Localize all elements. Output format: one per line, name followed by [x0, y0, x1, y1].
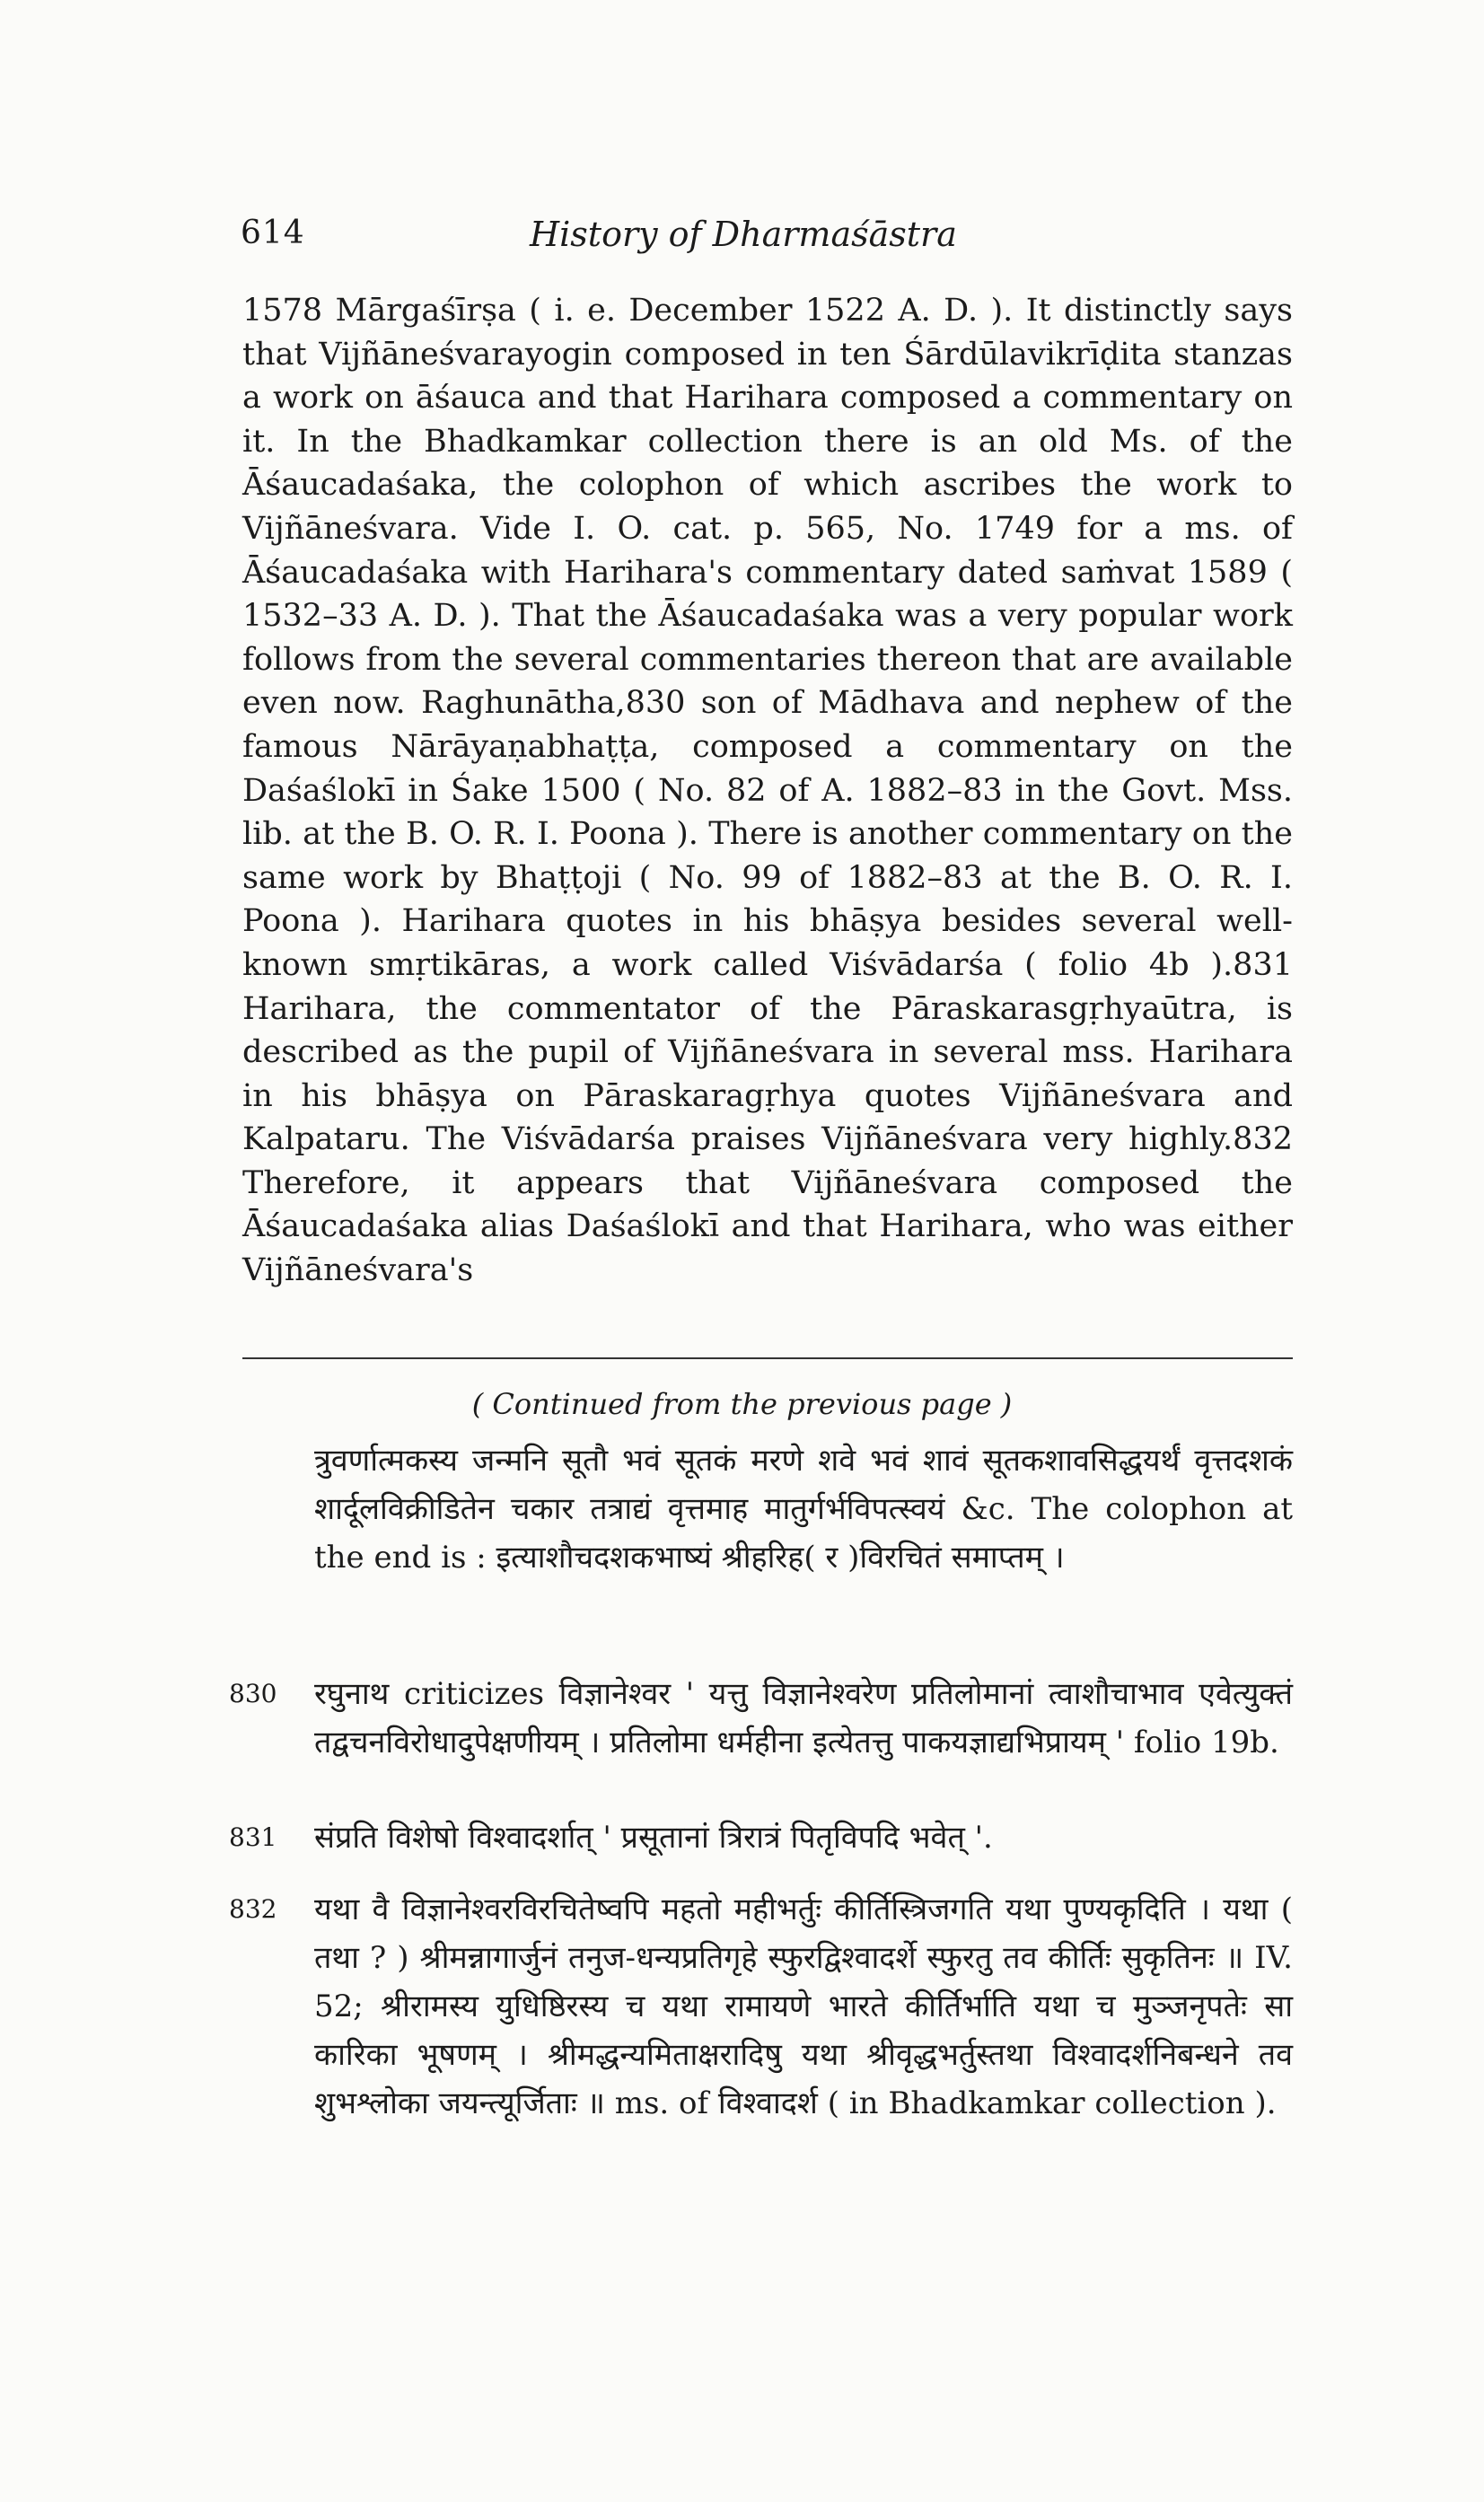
footnote-text: रघुनाथ criticizes विज्ञानेश्वर ' यत्तु विज्ञानेश्वरेण प्रतिलोमानां त्वाशौचाभाव एवेत्युक्तं तद्वचनविरोधादुपेक्षणीयम् । प्रतिलोमा धर्महीना इत्येतत्तु पाकयज्ञाद्यभिप्रायम् ' folio 19b. [314, 1676, 1293, 1760]
main-text [242, 289, 1293, 1293]
footnote-number: 830 [229, 1679, 277, 1708]
continued-footnote [314, 1436, 1293, 1582]
footnote-number: 832 [229, 1894, 277, 1924]
footnote-text: यथा वै विज्ञानेश्वरविरचितेष्वपि महतो महीभर्तुः कीर्तिस्त्रिजगति यथा पुण्यकृदिति । यथा ( तथा ? ) श्रीमन्नागार्जुनं तनुज-धन्यप्रतिगृहे स्फुरद्विश्वादर्शे स्फुरतु तव कीर्तिः सुकृतिनः ॥ IV. 52; श्रीरामस्य युधिष्ठिरस्य च यथा रामायणे भारते कीर्तिर्भाति यथा च मुञ्जनृपतेः सा कारिका भूषणम् । श्रीमद्धन्यमिताक्षरादिषु यथा श्रीवृद्धभर्तुस्तथा विश्वादर्शनिबन्धने तव शुभश्लोका जयन्त्यूर्जिताः ॥ ms. of विश्वादर्श ( in Bhadkamkar collection ). [314, 1892, 1293, 2121]
footnote-831 [229, 1813, 1293, 1862]
continued-footnote-text: त्रुवर्णात्मकस्य जन्मनि सूतौ भवं सूतकं मरणे शवे भवं शावं सूतकशावसिद्धयर्थं वृत्तदशकं शार्दूलविक्रीडितेन चकार तत्राद्यं वृत्तमाह मातुर्गर्भविपत्स्वयं &c. The colophon at the end is : इत्याशौचदशकभाष्यं श्रीहरिह( र )विरचितं समाप्तम् । [314, 1443, 1293, 1576]
running-head: History of Dharmaśāstra [530, 215, 957, 254]
footnote-number: 831 [229, 1822, 277, 1852]
footnote-830 [229, 1670, 1293, 1767]
page-header [0, 202, 1484, 265]
footnote-text: संप्रति विशेषो विश्वादर्शात् ' प्रसूतानां त्रिरात्रं पितृविपदि भवेत् '. [314, 1820, 993, 1856]
body-paragraph: 1578 Mārgaśīrṣa ( i. e. December 1522 A. D. ). It distinctly says that Vijñāneśvarayogin composed in ten Śārdūlavikrīḍita stanzas a work on āśauca and that Harihara composed a commentary on it. In the Bhadkamkar collection there is an old Ms. of the Āśaucadaśaka, the colophon of which ascribes the work to Vijñāneśvara. Vide I. O. cat. p. 565, No. 1749 for a ms. of Āśaucadaśaka with Harihara's commentary dated saṁvat 1589 ( 1532–33 A. D. ). That the Āśaucadaśaka was a very popular work follows from the several commentaries thereon that are available even now. Raghunātha,830 son of Mādhava and nephew of the famous Nārāyaṇabhaṭṭa, composed a commentary on the Daśaślokī in Śake 1500 ( No. 82 of A. 1882–83 in the Govt. Mss. lib. at the B. O. R. I. Poona ). There is another commentary on the same work by Bhaṭṭoji ( No. 99 of 1882–83 at the B. O. R. I. Poona ). Harihara quotes in his bhāṣya besides several well-known smṛtikāras, a work called Viśvādarśa ( folio 4b ).831 Harihara, the commentator of the Pāraskarasgṛhyaūtra, is described as the pupil of Vijñāneśvara in several mss. Harihara in his bhāṣya on Pāraskaragṛhya quotes Vijñāneśvara and Kalpataru. The Viśvādarśa praises Vijñāneśvara very highly.832 Therefore, it appears that Vijñāneśvara composed the Āśaucadaśaka alias Daśaślokī and that Harihara, who was either Vijñāneśvara's [242, 293, 1293, 1289]
continued-label: ( Continued from the previous page ) [471, 1387, 1013, 1421]
footnote-832 [229, 1885, 1293, 2128]
page-number: 614 [241, 215, 305, 251]
footnote-separator [242, 1357, 1293, 1359]
